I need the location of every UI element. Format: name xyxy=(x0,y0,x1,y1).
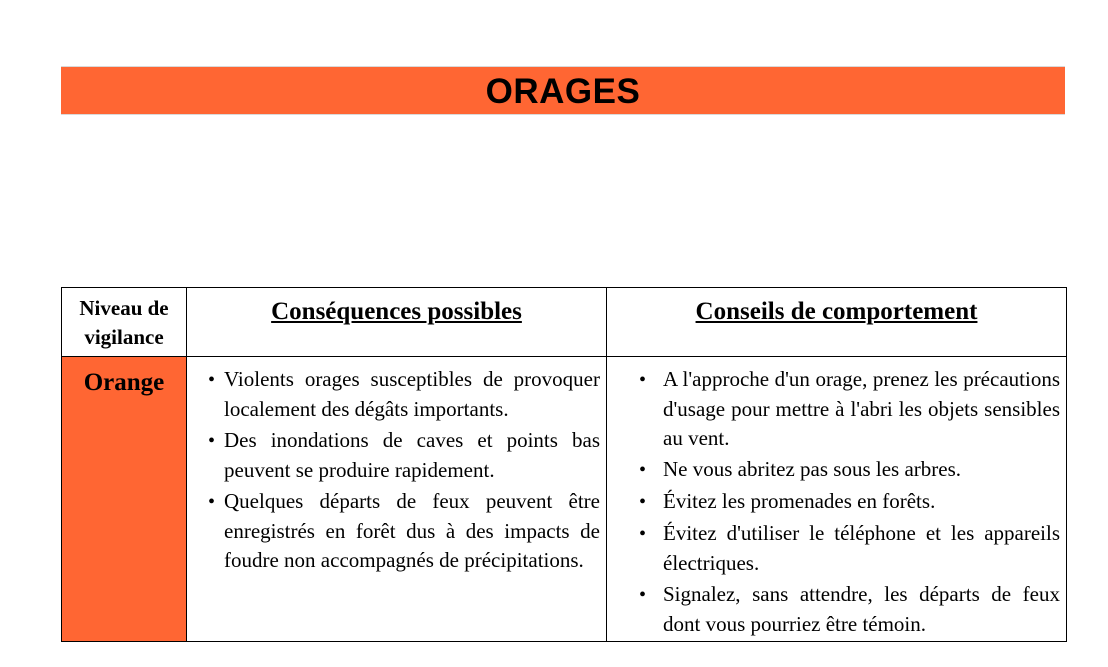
title-banner xyxy=(61,66,1065,115)
bullet-icon: • xyxy=(639,523,647,545)
list-item: • Des inondations de caves et points bas peuvent se produire rapidement. xyxy=(208,428,600,482)
consequences-list xyxy=(187,357,606,575)
bullet-icon: • xyxy=(639,491,647,513)
bullet-icon: • xyxy=(639,459,647,481)
list-item: • Ne vous abritez pas sous les arbres. xyxy=(632,455,1060,485)
bullet-icon: • xyxy=(208,491,216,513)
list-item: • Violents orages susceptibles de provoquer localement des dégâts importants. xyxy=(208,367,600,421)
header-consequences: Conséquences possibles xyxy=(187,288,607,357)
bullet-icon: • xyxy=(639,369,647,391)
header-advice: Conseils de comportement xyxy=(607,288,1067,357)
consequences-cell xyxy=(187,357,607,642)
page-title: ORAGES xyxy=(485,72,641,111)
list-item: • Évitez d'utiliser le téléphone et les appareils électriques. xyxy=(639,521,1060,575)
list-item: • Évitez les promenades en forêts. xyxy=(632,487,1060,517)
table-header-row xyxy=(62,288,1067,357)
bullet-icon: • xyxy=(208,369,216,391)
level-cell xyxy=(62,357,187,642)
header-level: Niveau de vigilance xyxy=(62,288,187,357)
bullet-icon: • xyxy=(208,430,216,452)
vigilance-table xyxy=(61,287,1067,642)
list-item: • Quelques départs de feux peuvent être enregistrés en forêt dus à des impacts de foudre non accompagnés de précipitations. xyxy=(208,489,600,572)
table-row xyxy=(62,357,1067,642)
bullet-icon: • xyxy=(639,584,647,606)
advice-cell xyxy=(607,357,1067,642)
advice-list xyxy=(607,357,1066,639)
list-item: • A l'approche d'un orage, prenez les précautions d'usage pour mettre à l'abri les objets sensibles au vent. xyxy=(639,367,1060,450)
level-label: Orange xyxy=(83,369,165,396)
list-item: • Signalez, sans attendre, les départs de feux dont vous pourriez être témoin. xyxy=(639,582,1060,636)
